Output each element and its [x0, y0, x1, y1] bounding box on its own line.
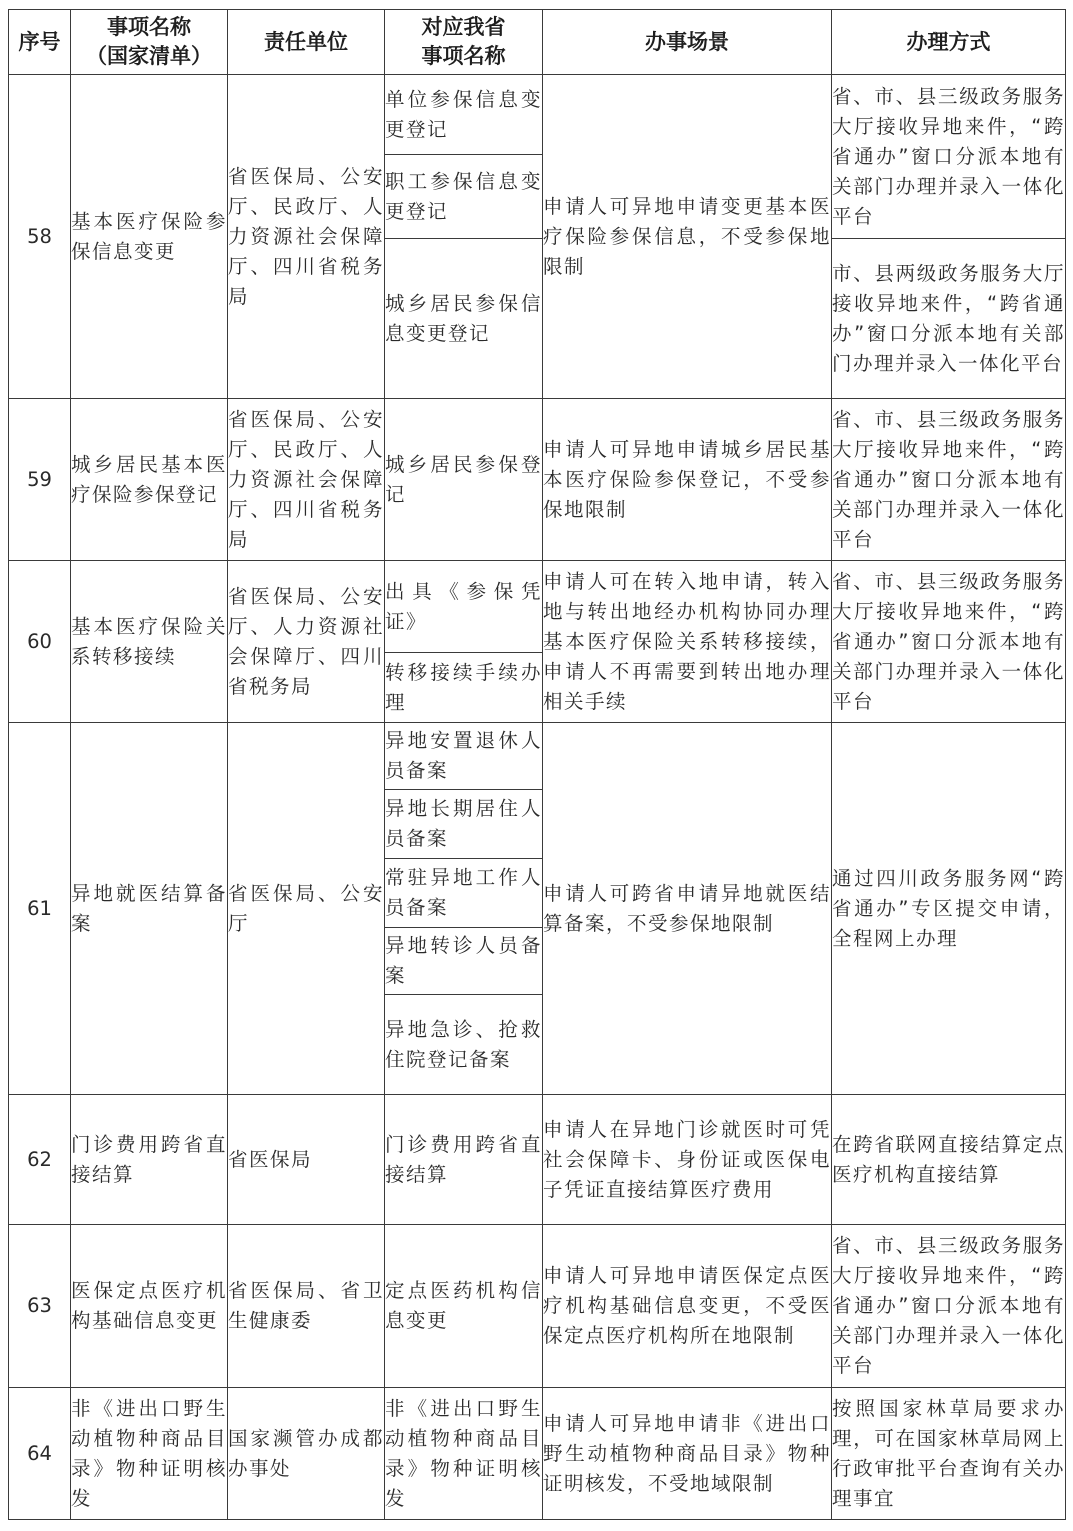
service-method: 通过四川政务服务网“跨省通办”专区提交申请，全程网上办理	[832, 723, 1066, 1095]
service-scene: 申请人在异地门诊就医时可凭社会保障卡、身份证或医保电子凭证直接结算医疗费用	[543, 1095, 832, 1225]
item-name: 医保定点医疗机构基础信息变更	[71, 1225, 228, 1388]
service-scene: 申请人可异地申请非《进出口野生动植物种商品目录》物种证明核发，不受地域限制	[543, 1388, 832, 1520]
row-seq: 58	[9, 75, 71, 399]
responsible-unit: 省医保局、公安厅、民政厅、人力资源社会保障厅、四川省税务局	[228, 399, 385, 561]
responsible-unit: 国家濒管办成都办事处	[228, 1388, 385, 1520]
province-item: 异地长期居住人员备案	[385, 790, 543, 859]
item-name: 门诊费用跨省直接结算	[71, 1095, 228, 1225]
table-row	[9, 1388, 1066, 1520]
service-scene: 申请人可异地申请变更基本医疗保险参保信息，不受参保地限制	[543, 75, 832, 399]
province-item: 出具《参保凭证》	[385, 561, 543, 653]
responsible-unit: 省医保局、省卫生健康委	[228, 1225, 385, 1388]
row-seq: 59	[9, 399, 71, 561]
province-item: 城乡居民参保信息变更登记	[385, 239, 543, 399]
province-item: 异地转诊人员备案	[385, 928, 543, 995]
service-scene: 申请人可在转入地申请，转入地与转出地经办机构协同办理基本医疗保险关系转移接续，申请人不再需要到转出地办理相关手续	[543, 561, 832, 723]
col-header-seq: 序号	[9, 10, 71, 75]
service-method: 在跨省联网直接结算定点医疗机构直接结算	[832, 1095, 1066, 1225]
item-name: 非《进出口野生动植物种商品目录》物种证明核发	[71, 1388, 228, 1520]
responsible-unit: 省医保局、公安厅、民政厅、人力资源社会保障厅、四川省税务局	[228, 75, 385, 399]
responsible-unit: 省医保局、公安厅	[228, 723, 385, 1095]
service-scene: 申请人可异地申请医保定点医疗机构基础信息变更，不受医保定点医疗机构所在地限制	[543, 1225, 832, 1388]
item-name: 城乡居民基本医疗保险参保登记	[71, 399, 228, 561]
province-item: 转移接续手续办理	[385, 653, 543, 723]
service-method: 省、市、县三级政务服务大厅接收异地来件，“跨省通办”窗口分派本地有关部门办理并录入一体化平台	[832, 75, 1066, 239]
item-name: 异地就医结算备案	[71, 723, 228, 1095]
table-row	[9, 1225, 1066, 1388]
row-seq: 64	[9, 1388, 71, 1520]
service-method: 按照国家林草局要求办理，可在国家林草局网上行政审批平台查询有关办理事宜	[832, 1388, 1066, 1520]
province-item: 常驻异地工作人员备案	[385, 859, 543, 928]
col-header-province: 对应我省 事项名称	[385, 10, 543, 75]
col-header-name: 事项名称 （国家清单）	[71, 10, 228, 75]
province-item: 职工参保信息变更登记	[385, 155, 543, 239]
table-row	[9, 723, 1066, 790]
item-name: 基本医疗保险参保信息变更	[71, 75, 228, 399]
province-item: 非《进出口野生动植物种商品目录》物种证明核发	[385, 1388, 543, 1520]
table-row	[9, 561, 1066, 653]
service-scene: 申请人可跨省申请异地就医结算备案，不受参保地限制	[543, 723, 832, 1095]
province-item: 城乡居民参保登记	[385, 399, 543, 561]
row-seq: 63	[9, 1225, 71, 1388]
responsible-unit: 省医保局	[228, 1095, 385, 1225]
row-seq: 61	[9, 723, 71, 1095]
service-method: 省、市、县三级政务服务大厅接收异地来件，“跨省通办”窗口分派本地有关部门办理并录入一体化平台	[832, 561, 1066, 723]
service-scene: 申请人可异地申请城乡居民基本医疗保险参保登记，不受参保地限制	[543, 399, 832, 561]
table-row	[9, 1095, 1066, 1225]
col-header-method: 办理方式	[832, 10, 1066, 75]
responsible-unit: 省医保局、公安厅、人力资源社会保障厅、四川省税务局	[228, 561, 385, 723]
province-item: 门诊费用跨省直接结算	[385, 1095, 543, 1225]
service-method: 市、县两级政务服务大厅接收异地来件，“跨省通办”窗口分派本地有关部门办理并录入一体化平台	[832, 239, 1066, 399]
table-row	[9, 399, 1066, 561]
service-items-table	[8, 9, 1066, 1520]
item-name: 基本医疗保险关系转移接续	[71, 561, 228, 723]
service-method: 省、市、县三级政务服务大厅接收异地来件，“跨省通办”窗口分派本地有关部门办理并录入一体化平台	[832, 399, 1066, 561]
service-method: 省、市、县三级政务服务大厅接收异地来件，“跨省通办”窗口分派本地有关部门办理并录入一体化平台	[832, 1225, 1066, 1388]
table-row	[9, 75, 1066, 155]
col-header-unit: 责任单位	[228, 10, 385, 75]
row-seq: 62	[9, 1095, 71, 1225]
header-row	[9, 10, 1066, 75]
col-header-scene: 办事场景	[543, 10, 832, 75]
row-seq: 60	[9, 561, 71, 723]
province-item: 异地安置退休人员备案	[385, 723, 543, 790]
province-item: 定点医药机构信息变更	[385, 1225, 543, 1388]
province-item: 异地急诊、抢救住院登记备案	[385, 995, 543, 1095]
province-item: 单位参保信息变更登记	[385, 75, 543, 155]
